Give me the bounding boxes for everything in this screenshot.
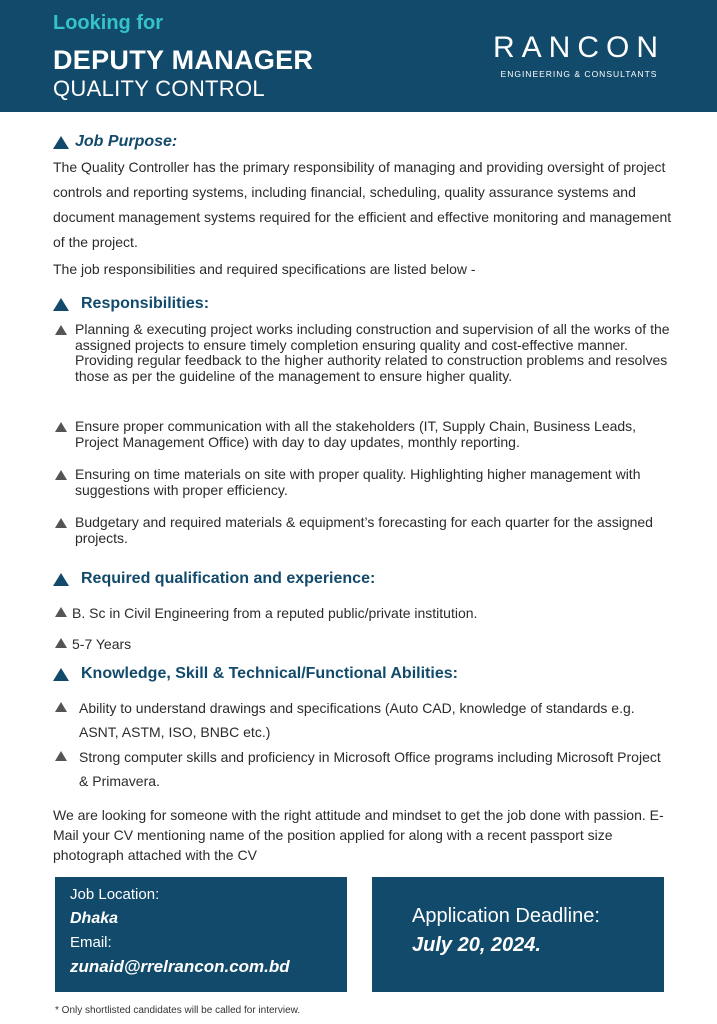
bullet-triangle-icon	[55, 422, 67, 432]
responsibility-text: Planning & executing project works including construction and supervision of all the works of the assigned projects to ensure timely completion ensuring quality and cost-effective manner. Providing regular feedback to the higher authority related to construction problems and resolves those as per the guideline of the management to ensure higher quality.	[75, 321, 670, 384]
looking-for-label: Looking for	[53, 12, 163, 34]
qualification-item	[55, 635, 670, 653]
responsibility-text: Ensuring on time materials on site with proper quality. Highlighting higher management with suggestions with proper efficiency.	[75, 466, 641, 498]
responsibility-text: Ensure proper communication with all the stakeholders (IT, Supply Chain, Business Leads, Project Management Office) with day to day updates, monthly reporting.	[75, 418, 637, 450]
qualification-text: B. Sc in Civil Engineering from a reputed public/private institution.	[72, 605, 478, 621]
header-banner	[0, 0, 717, 112]
email-value[interactable]: zunaid@rrelrancon.com.bd	[70, 957, 290, 976]
qualification-heading	[53, 570, 375, 588]
triangle-icon	[53, 668, 69, 681]
bullet-triangle-icon	[55, 751, 67, 761]
triangle-icon	[53, 136, 69, 149]
job-purpose-heading	[53, 133, 177, 151]
job-purpose-heading-text: Job Purpose:	[75, 133, 178, 150]
knowledge-item	[55, 745, 670, 793]
qualification-text: 5-7 Years	[72, 636, 132, 652]
bullet-triangle-icon	[55, 607, 67, 617]
job-location-label: Job Location:	[70, 886, 160, 903]
knowledge-heading-text: Knowledge, Skill & Technical/Functional Abilities:	[81, 665, 458, 682]
bullet-triangle-icon	[55, 325, 67, 335]
bullet-triangle-icon	[55, 702, 67, 712]
knowledge-text: Strong computer skills and proficiency in Microsoft Office programs including Microsoft Project & Primavera.	[79, 749, 661, 789]
triangle-icon	[53, 573, 69, 586]
knowledge-text: Ability to understand drawings and specifications (Auto CAD, knowledge of standards e.g. ASNT, ASTM, ISO, BNBC etc.)	[79, 700, 635, 740]
job-location-value: Dhaka	[70, 910, 119, 927]
job-purpose-text: The Quality Controller has the primary responsibility of managing and providing oversight of project controls and reporting systems, including financial, scheduling, quality assurance systems and document management systems required for the efficient and effective monitoring and management of the project.	[53, 159, 672, 250]
qualification-item	[55, 604, 670, 622]
responsibility-item	[55, 515, 670, 546]
responsibilities-heading	[53, 295, 209, 313]
footnote: * Only shortlisted candidates will be called for interview.	[55, 1005, 301, 1016]
responsibilities-heading-text: Responsibilities:	[81, 295, 210, 312]
job-subtitle: QUALITY CONTROL	[53, 76, 265, 101]
responsibility-text: Budgetary and required materials & equipment’s forecasting for each quarter for the assigned projects.	[75, 514, 653, 546]
responsibility-item	[55, 467, 670, 498]
triangle-icon	[53, 298, 69, 311]
qualification-heading-text: Required qualification and experience:	[81, 570, 376, 587]
bullet-triangle-icon	[55, 470, 67, 480]
logo-name: RANCON	[492, 31, 665, 64]
deadline-box	[372, 877, 664, 992]
knowledge-item	[55, 696, 670, 744]
knowledge-heading	[53, 665, 458, 683]
job-purpose-intro: The job responsibilities and required specifications are listed below -	[53, 261, 476, 277]
deadline-value: July 20, 2024.	[412, 934, 541, 956]
responsibility-item	[55, 322, 670, 384]
bullet-triangle-icon	[55, 638, 67, 648]
company-logo	[484, 33, 674, 79]
closing-paragraph: We are looking for someone with the right attitude and mindset to get the job done with passion. E-Mail your CV mentioning name of the position applied for along with a recent passport size photograph attached with the CV	[53, 807, 664, 863]
email-label: Email:	[70, 934, 112, 951]
job-title: DEPUTY MANAGER	[53, 45, 314, 75]
deadline-label: Application Deadline:	[412, 905, 600, 927]
job-info-box	[55, 877, 347, 992]
bullet-triangle-icon	[55, 518, 67, 528]
responsibility-item	[55, 419, 670, 450]
logo-tagline: ENGINEERING & CONSULTANTS	[500, 69, 658, 79]
